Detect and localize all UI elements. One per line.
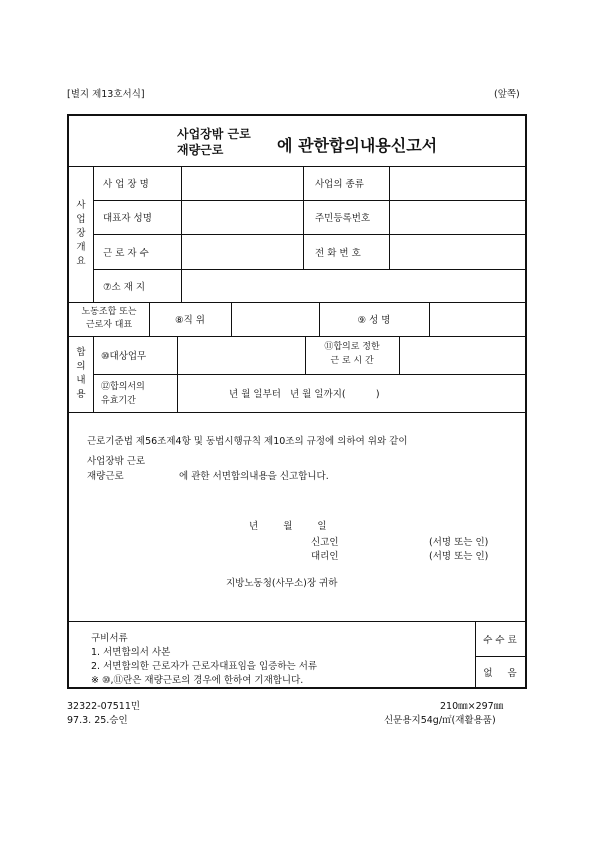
- working-hours-label: ⑪합의로 정한 근 로 시 간: [324, 342, 380, 366]
- business-type-field[interactable]: [390, 168, 524, 199]
- paper-type: 신문용지54g/㎡(재활용품): [384, 715, 496, 726]
- working-hours-field[interactable]: [400, 338, 524, 373]
- required-docs-note: ※ ⑩,⑪란은 재량근로의 경우에 한하여 기재합니다.: [91, 675, 304, 686]
- position-label: ⑧직 위: [175, 315, 205, 326]
- agent-signature[interactable]: (서명 또는 인): [429, 551, 489, 562]
- agreement-side-label: 합 의 내 용: [76, 347, 86, 400]
- title-option-outside: 사업장밖 근로: [177, 127, 251, 141]
- target-duty-field[interactable]: [178, 338, 304, 373]
- union-representative-label: 노동조합 또는 근로자 대표: [81, 307, 137, 330]
- form-number: [별지 제13호서식]: [67, 89, 145, 100]
- representative-field[interactable]: [182, 202, 302, 233]
- title-options: [177, 126, 251, 158]
- paper-size: 210㎜×297㎜: [440, 701, 504, 712]
- report-date[interactable]: 년 월 일: [249, 521, 327, 532]
- rep-name-field[interactable]: [430, 304, 524, 335]
- resident-number-field[interactable]: [390, 202, 524, 233]
- declaration-options: 사업장밖 근로 재량근로: [87, 456, 146, 482]
- phone-label: 전 화 번 호: [315, 247, 361, 259]
- target-duty-label: ⑩대상업무: [101, 351, 147, 362]
- declaration-text: 근로기준법 제56조제4항 및 동법시행규칙 제10조의 규정에 의하여 위와 같이: [87, 436, 408, 447]
- approval-date: 97.3. 25.승인: [67, 715, 128, 726]
- required-docs-title: 구비서류: [91, 633, 128, 644]
- resident-number-label: 주민등록번호: [315, 213, 371, 224]
- address-field[interactable]: [182, 271, 524, 301]
- declaration-text-end: 에 관한 서면합의내용을 신고합니다.: [179, 471, 329, 482]
- form-title: 에 관한합의내용신고서: [277, 136, 438, 155]
- business-type-label: 사업의 종류: [315, 179, 364, 190]
- fee-label: 수 수 료: [483, 634, 517, 646]
- required-doc-2: 2. 서면합의한 근로자가 근로자대표임을 입증하는 서류: [91, 661, 318, 672]
- title-option-discretionary: 재량근로: [177, 143, 224, 157]
- business-name-label: 사 업 장 명: [103, 179, 149, 190]
- worker-count-label: 근 로 자 수: [103, 247, 149, 259]
- phone-field[interactable]: [390, 236, 524, 268]
- position-field[interactable]: [232, 304, 318, 335]
- representative-label: 대표자 성명: [103, 213, 152, 224]
- report-form: [67, 114, 527, 689]
- rep-name-label: ⑨ 성 명: [357, 315, 391, 326]
- recipient: 지방노동청(사무소)장 귀하: [226, 578, 338, 589]
- business-name-field[interactable]: [182, 168, 302, 199]
- business-overview-side-label: 사 업 장 개 요: [76, 200, 86, 267]
- page-side: (앞쪽): [494, 89, 520, 100]
- worker-count-field[interactable]: [182, 236, 302, 268]
- validity-period-label: ⑫합의서의 유효기간: [101, 382, 145, 406]
- document-code: 32322-07511민: [67, 701, 141, 712]
- agent-label: 대리인: [311, 551, 339, 562]
- fee-value: 없 음: [483, 667, 517, 679]
- validity-period-field[interactable]: 년 월 일부터 년 월 일까지( ): [229, 389, 380, 400]
- address-label: ⑦소 재 지: [103, 281, 146, 293]
- reporter-signature[interactable]: (서명 또는 인): [429, 537, 489, 548]
- required-doc-1: 1. 서면합의서 사본: [91, 647, 171, 658]
- reporter-label: 신고인: [311, 537, 339, 548]
